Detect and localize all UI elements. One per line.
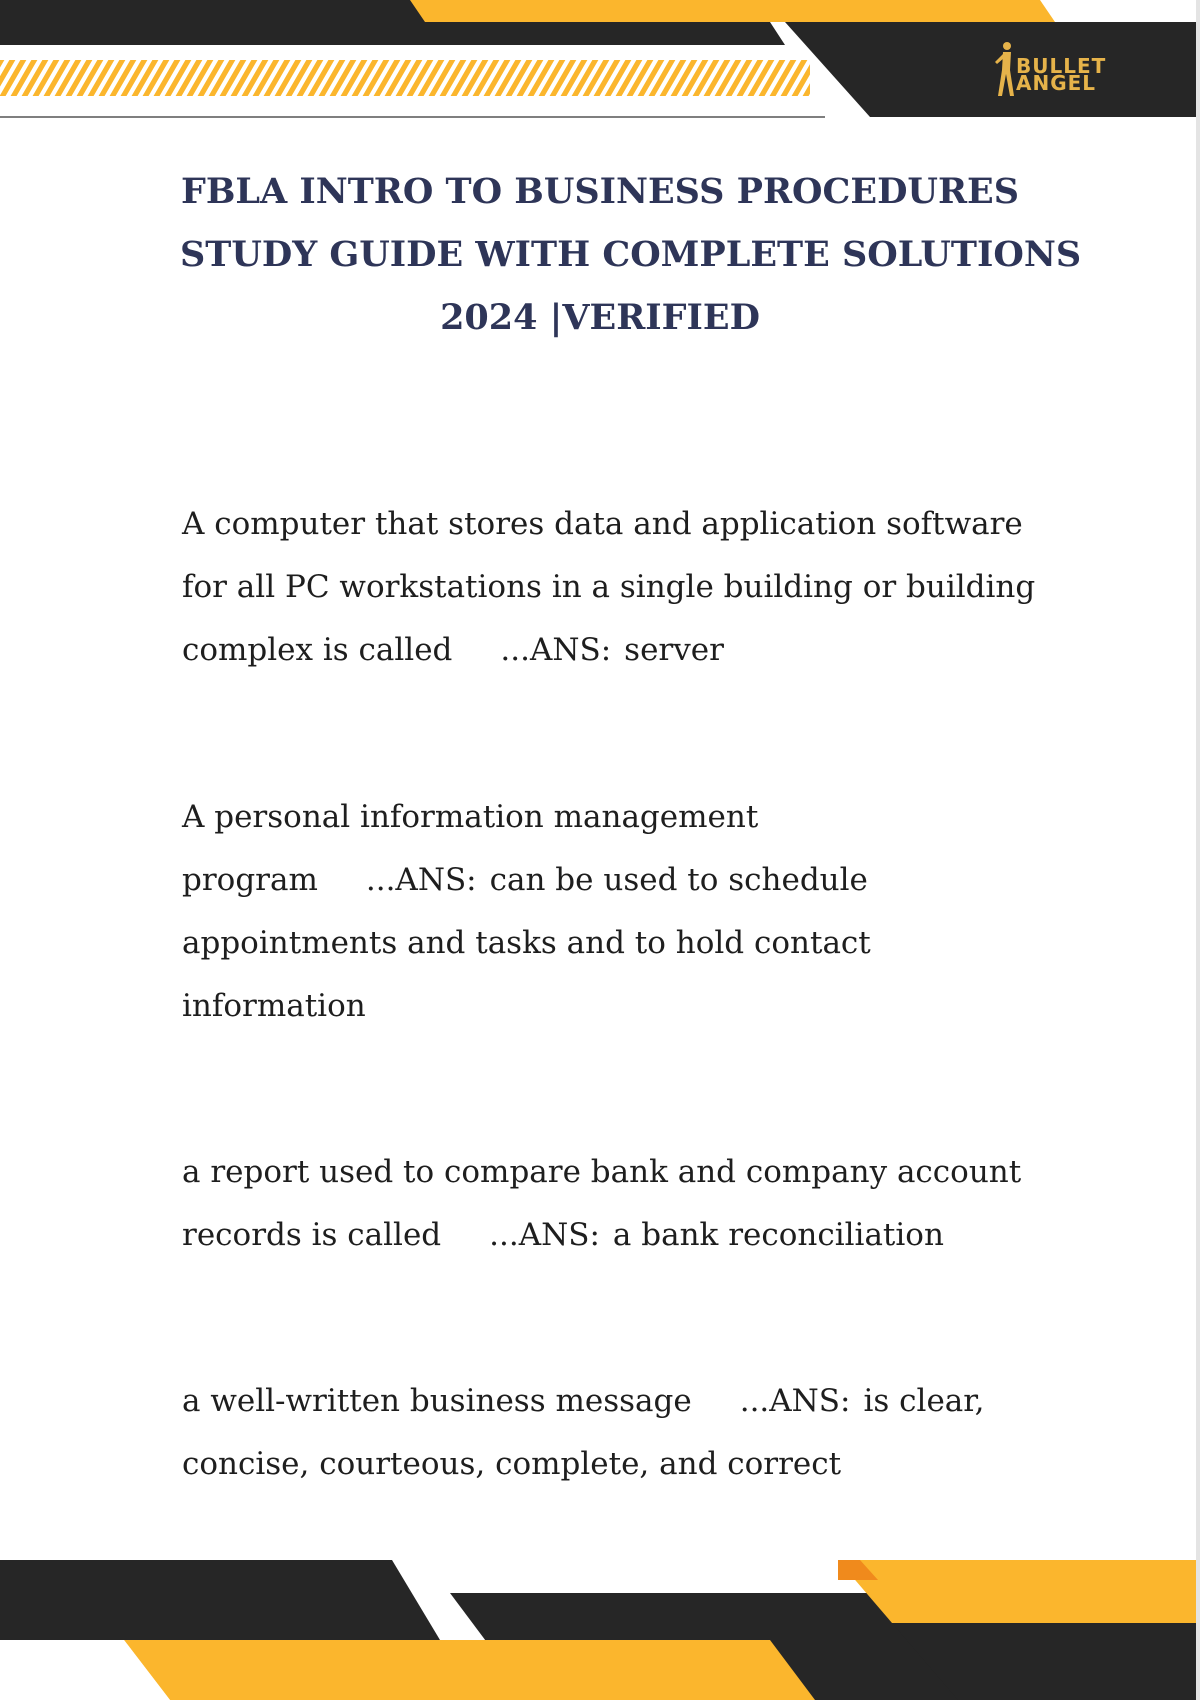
question-text: records is called (182, 1217, 442, 1253)
footer-yellow-right (838, 1560, 1196, 1623)
question-text: for all PC workstations in a single building or building (182, 569, 1036, 605)
title-line: 2024 |VERIFIED (440, 297, 760, 338)
answer-text: can be used to schedule (489, 862, 868, 898)
logo-word-top: BULLET (1016, 54, 1107, 78)
angel-figure-icon (993, 40, 1017, 98)
question-text: a well-written business message (182, 1383, 692, 1419)
document-title (180, 160, 1082, 349)
title-line: STUDY GUIDE WITH COMPLETE SOLUTIONS (180, 234, 1082, 275)
qa-item-2 (182, 786, 1032, 1038)
qa-item-3 (182, 1141, 1032, 1267)
qa-item-1 (182, 493, 1036, 682)
answer-text: is clear, (863, 1383, 985, 1419)
answer-text: information (182, 988, 366, 1024)
qa-item-4 (182, 1370, 1032, 1496)
answer-text: a bank reconciliation (612, 1217, 944, 1253)
answer-marker: ...ANS: (489, 1217, 600, 1253)
logo-word-bottom: ANGEL (1016, 71, 1097, 95)
title-line: FBLA INTRO TO BUSINESS PROCEDURES (180, 171, 1019, 212)
answer-marker: ...ANS: (500, 632, 612, 668)
brand-logo (993, 40, 1143, 98)
question-text: a report used to compare bank and company account (182, 1154, 1022, 1190)
answer-text: appointments and tasks and to hold contact (182, 925, 871, 961)
footer-dark-left (0, 1560, 440, 1640)
footer-decoration (0, 1560, 1200, 1700)
answer-text: server (624, 632, 724, 668)
footer-yellow-bottom (124, 1640, 815, 1700)
question-text: A personal information management (182, 799, 759, 835)
answer-marker: ...ANS: (739, 1383, 851, 1419)
header-yellow-bar (395, 0, 1055, 22)
page-edge-shadow (1196, 0, 1200, 1700)
answer-text: concise, courteous, complete, and correct (182, 1446, 842, 1482)
question-text: complex is called (182, 632, 453, 668)
question-text: A computer that stores data and application software (182, 506, 1023, 542)
answer-marker: ...ANS: (365, 862, 477, 898)
question-text: program (182, 862, 318, 898)
header-hatched-stripe (0, 60, 810, 96)
